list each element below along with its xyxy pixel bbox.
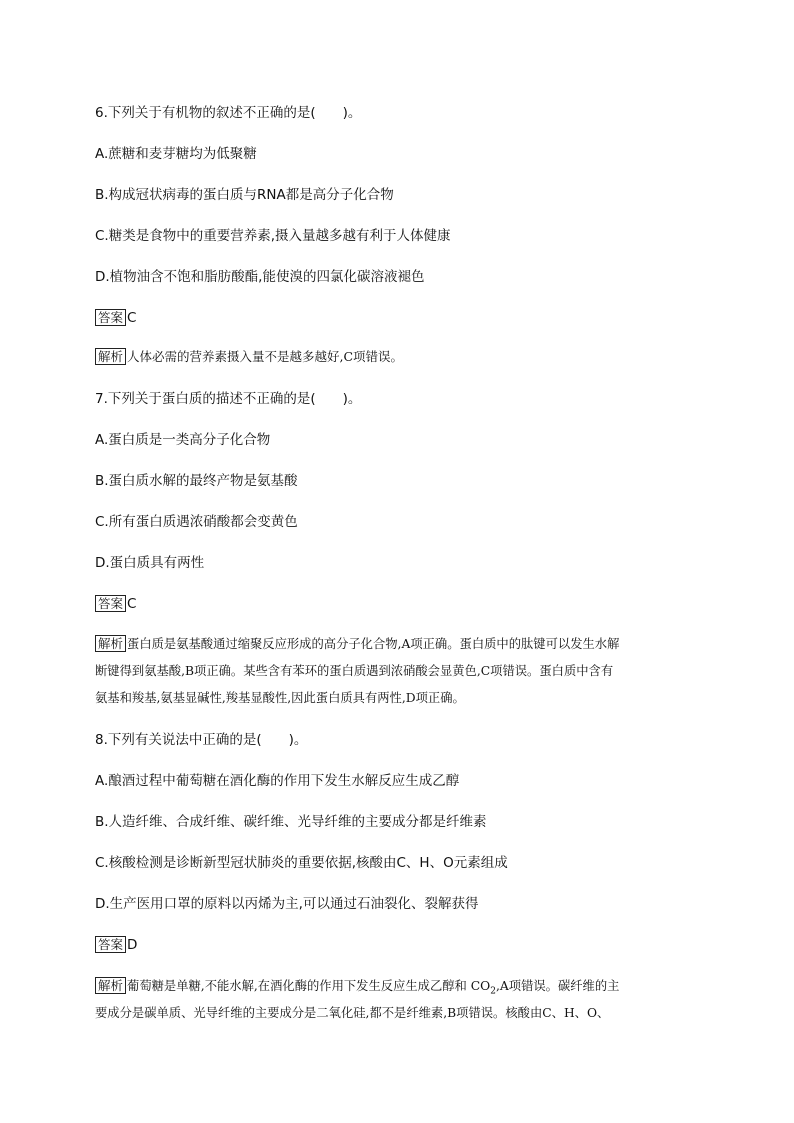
analysis-tag: 解析 xyxy=(95,977,126,994)
question-6-option-b: B.构成冠状病毒的蛋白质与RNA都是高分子化合物 xyxy=(95,187,394,203)
question-6-answer xyxy=(95,309,136,327)
question-8-analysis-line-2: 要成分是碳单质、光导纤维的主要成分是二氧化硅,都不是纤维素,B项错误。核酸由C、H、O、 xyxy=(95,1006,610,1020)
question-6-stem: 6.下列关于有机物的叙述不正确的是( )。 xyxy=(95,105,362,121)
question-6-option-a: A.蔗糖和麦芽糖均为低聚糖 xyxy=(95,146,257,162)
question-6-option-d: D.植物油含不饱和脂肪酸酯,能使溴的四氯化碳溶液褪色 xyxy=(95,269,425,285)
analysis-tag: 解析 xyxy=(95,348,126,365)
answer-value: C xyxy=(127,596,137,612)
answer-tag: 答案 xyxy=(95,936,126,953)
question-7-answer xyxy=(95,595,136,613)
question-8-option-c: C.核酸检测是诊断新型冠状肺炎的重要依据,核酸由C、H、O元素组成 xyxy=(95,855,508,871)
analysis-text-a: 葡萄糖是单糖,不能水解,在酒化酶的作用下发生反应生成乙醇和 CO xyxy=(127,979,491,993)
analysis-text-b: ,A项错误。碳纤维的主 xyxy=(495,979,620,993)
analysis-text: 人体必需的营养素摄入量不是越多越好,C项错误。 xyxy=(127,349,404,364)
question-7-option-b: B.蛋白质水解的最终产物是氨基酸 xyxy=(95,473,298,489)
subscript-2: 2 xyxy=(490,986,496,997)
question-7-analysis-line-2: 断键得到氨基酸,B项正确。某些含有苯环的蛋白质遇到浓硝酸会显黄色,C项错误。蛋白质中含有 xyxy=(95,664,614,678)
question-8-option-d: D.生产医用口罩的原料以丙烯为主,可以通过石油裂化、裂解获得 xyxy=(95,896,479,912)
question-7-option-d: D.蛋白质具有两性 xyxy=(95,555,205,571)
question-7-option-c: C.所有蛋白质遇浓硝酸都会变黄色 xyxy=(95,514,298,530)
question-7-option-a: A.蛋白质是一类高分子化合物 xyxy=(95,432,271,448)
answer-tag: 答案 xyxy=(95,309,126,326)
question-8-option-b: B.人造纤维、合成纤维、碳纤维、光导纤维的主要成分都是纤维素 xyxy=(95,814,487,830)
question-8-answer xyxy=(95,936,137,954)
question-8-option-a: A.酿酒过程中葡萄糖在酒化酶的作用下发生水解反应生成乙醇 xyxy=(95,773,460,789)
question-7-analysis-line-1 xyxy=(95,634,619,652)
analysis-tag: 解析 xyxy=(95,635,126,652)
question-7-stem: 7.下列关于蛋白质的描述不正确的是( )。 xyxy=(95,391,362,407)
question-7-analysis-line-3: 氨基和羧基,氨基显碱性,羧基显酸性,因此蛋白质具有两性,D项正确。 xyxy=(95,691,465,705)
answer-value: C xyxy=(127,310,137,326)
answer-value: D xyxy=(127,937,138,953)
answer-tag: 答案 xyxy=(95,595,126,612)
analysis-text: 蛋白质是氨基酸通过缩聚反应形成的高分子化合物,A项正确。蛋白质中的肽键可以发生水解 xyxy=(127,637,620,651)
question-6-option-c: C.糖类是食物中的重要营养素,摄入量越多越有利于人体健康 xyxy=(95,228,451,244)
question-6-analysis xyxy=(95,348,403,366)
question-8-stem: 8.下列有关说法中正确的是( )。 xyxy=(95,732,308,748)
question-8-analysis-line-1 xyxy=(95,976,619,996)
